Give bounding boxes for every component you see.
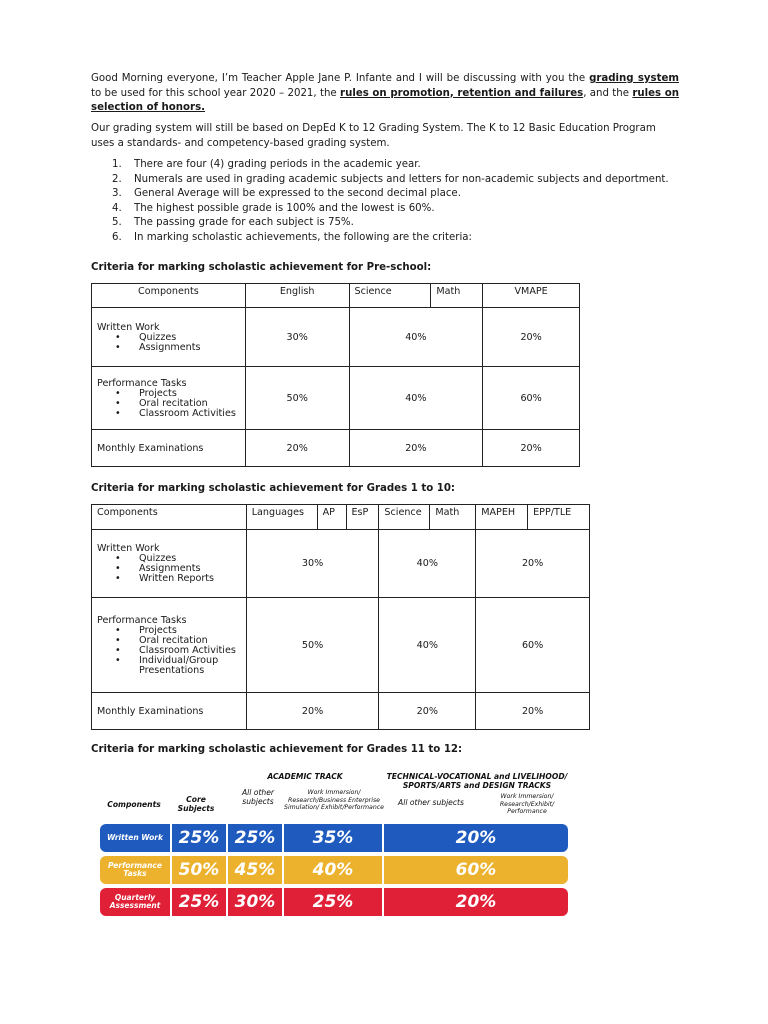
- list-item: • Projects: [115, 626, 241, 636]
- table-row: [92, 367, 580, 430]
- table-row: [92, 430, 580, 467]
- all-other-subjects-tv-header: All other subjects: [398, 798, 464, 807]
- value-cell: 60%: [483, 367, 580, 430]
- components-header: Components: [107, 800, 161, 809]
- list-text: General Average will be expressed to the second decimal place.: [134, 188, 461, 199]
- preschool-title: Criteria for marking scholastic achievement for Pre-school:: [91, 262, 432, 273]
- header-cell: Math: [430, 505, 476, 530]
- value-cell: 20%: [483, 308, 580, 367]
- list-text: The passing grade for each subject is 75%.: [134, 217, 354, 228]
- table-row: [92, 598, 590, 693]
- row-label: Performance Tasks: [108, 860, 162, 878]
- table-row: [92, 530, 590, 598]
- core-value: 50%: [178, 860, 220, 880]
- promotion-rules-link[interactable]: rules on promotion, retention and failures: [340, 87, 584, 99]
- list-number: 6.: [112, 231, 122, 243]
- header-cell: Science: [349, 284, 431, 308]
- value-cell: 20%: [476, 693, 590, 730]
- value-cell: 60%: [476, 598, 590, 693]
- work-immersion-academic-header: Work Immersion/ Research/Business Enterprise Simulation/ Exhibit/Performance: [284, 789, 384, 812]
- preschool-table: [91, 283, 580, 467]
- value-cell: 50%: [246, 598, 379, 693]
- header-cell: Components: [92, 284, 246, 308]
- list-item: • Quizzes: [115, 333, 240, 343]
- value-cell: 50%: [245, 367, 349, 430]
- row-label: Quarterly Assessment: [109, 892, 161, 910]
- value-cell: 20%: [349, 430, 483, 467]
- intro-text: Good Morning everyone, I’m Teacher Apple Jane P. Infante and I will be discussing with you the: [91, 73, 590, 84]
- grades1to10-table: [91, 504, 590, 730]
- core-value: 25%: [178, 828, 220, 848]
- list-item: • Classroom Activities: [115, 646, 241, 656]
- list-number: 2.: [112, 173, 122, 185]
- value-cell: 30%: [245, 308, 349, 367]
- value-cell: 40%: [379, 598, 476, 693]
- intro-text: to be used for this school year 2020 – 2021, the: [91, 87, 341, 99]
- list-item: • Projects: [115, 389, 240, 399]
- value-cell: 40%: [349, 308, 483, 367]
- list-item: • Individual/Group Presentations: [115, 656, 241, 676]
- header-cell: EsP: [346, 505, 379, 530]
- component-title: Written Work: [97, 543, 160, 554]
- component-cell: [92, 598, 247, 693]
- list-text: Numerals are used in grading academic subjects and letters for non-academic subjects and deportment.: [134, 173, 669, 185]
- immersion-value: 35%: [312, 828, 354, 848]
- header-cell: Languages: [246, 505, 317, 530]
- list-item: [112, 202, 692, 217]
- component-cell: Monthly Examinations: [92, 430, 246, 467]
- grading-rules-list: [112, 158, 692, 245]
- component-cell: [92, 530, 247, 598]
- list-item: [112, 187, 692, 202]
- list-item: [112, 231, 692, 246]
- value-cell: 20%: [483, 430, 580, 467]
- list-item: • Oral recitation: [115, 399, 240, 409]
- academic-track-header: ACADEMIC TRACK: [267, 772, 343, 781]
- senior-high-grading-graphic: [100, 768, 570, 918]
- grades11to12-title: Criteria for marking scholastic achievement for Grades 11 to 12:: [91, 744, 463, 755]
- list-item: [112, 173, 692, 188]
- list-item: • Assignments: [115, 564, 241, 574]
- list-item: • Classroom Activities: [115, 409, 240, 419]
- value-cell: 30%: [246, 530, 379, 598]
- list-number: 5.: [112, 217, 122, 228]
- header-cell: MAPEH: [476, 505, 528, 530]
- header-cell: Components: [92, 505, 247, 530]
- other-value: 25%: [234, 828, 276, 848]
- list-number: 3.: [112, 188, 122, 199]
- honors-rules-link[interactable]: rules on selection of honors.: [91, 87, 679, 113]
- list-item: • Written Reports: [115, 574, 241, 584]
- core-value: 25%: [178, 892, 220, 912]
- component-items: [97, 389, 240, 419]
- component-title: Performance Tasks: [97, 377, 187, 389]
- component-cell: [92, 308, 246, 367]
- techvoc-value: 20%: [455, 828, 497, 848]
- component-items: [97, 554, 241, 584]
- header-cell: English: [245, 284, 349, 308]
- component-title: Written Work: [97, 321, 160, 333]
- row-label: Written Work: [106, 832, 163, 842]
- other-value: 30%: [234, 892, 276, 912]
- core-subjects-header: Core Subjects: [177, 795, 215, 813]
- list-item: [112, 158, 692, 173]
- table-header-row: [92, 284, 580, 308]
- table-header-row: [92, 505, 590, 530]
- value-cell: 20%: [379, 693, 476, 730]
- list-text: There are four (4) grading periods in the academic year.: [134, 159, 421, 170]
- value-cell: 20%: [246, 693, 379, 730]
- performance-tasks-row: [100, 856, 568, 884]
- immersion-value: 25%: [312, 892, 354, 912]
- list-text: The highest possible grade is 100% and the lowest is 60%.: [134, 202, 435, 214]
- list-item: • Assignments: [115, 343, 240, 353]
- grading-system-link[interactable]: grading system: [589, 73, 679, 84]
- component-items: [97, 333, 240, 353]
- header-cell: VMAPE: [483, 284, 580, 308]
- grades1to10-title: Criteria for marking scholastic achievement for Grades 1 to 10:: [91, 483, 456, 494]
- component-cell: [92, 367, 246, 430]
- grading-basis-paragraph: Our grading system will still be based on DepEd K to 12 Grading System. The K to 12 Basic Education Program uses a standards- and competency-based grading system.: [91, 123, 656, 149]
- written-work-row: [100, 824, 568, 852]
- header-cell: AP: [317, 505, 346, 530]
- header-cell: Science: [379, 505, 430, 530]
- techvoc-value: 20%: [455, 892, 497, 912]
- intro-text: , and the: [583, 87, 633, 99]
- techvoc-value: 60%: [455, 860, 497, 880]
- other-value: 45%: [234, 860, 276, 880]
- table-row: [92, 308, 580, 367]
- work-immersion-tv-header: Work Immersion/ Research/Exhibit/ Performance: [499, 793, 555, 816]
- immersion-value: 40%: [312, 860, 354, 880]
- quarterly-assessment-row: [100, 888, 568, 916]
- list-number: 4.: [112, 202, 122, 214]
- table-row: [92, 693, 590, 730]
- header-cell: Math: [431, 284, 483, 308]
- value-cell: 40%: [349, 367, 483, 430]
- header-cell: EPP/TLE: [528, 505, 590, 530]
- list-item: • Oral recitation: [115, 636, 241, 646]
- techvoc-track-header: TECHNICAL-VOCATIONAL and LIVELIHOOD/ SPORTS/ARTS and DESIGN TRACKS: [386, 772, 568, 790]
- value-cell: 20%: [476, 530, 590, 598]
- component-cell: Monthly Examinations: [92, 693, 247, 730]
- value-cell: 40%: [379, 530, 476, 598]
- list-item: [112, 216, 692, 231]
- list-item: • Quizzes: [115, 554, 241, 564]
- list-text: In marking scholastic achievements, the following are the criteria:: [134, 231, 472, 243]
- all-other-subjects-header: All other subjects: [241, 788, 275, 806]
- value-cell: 20%: [245, 430, 349, 467]
- component-title: Performance Tasks: [97, 614, 187, 626]
- intro-paragraph: [91, 72, 679, 116]
- list-number: 1.: [112, 159, 122, 170]
- component-items: [97, 626, 241, 676]
